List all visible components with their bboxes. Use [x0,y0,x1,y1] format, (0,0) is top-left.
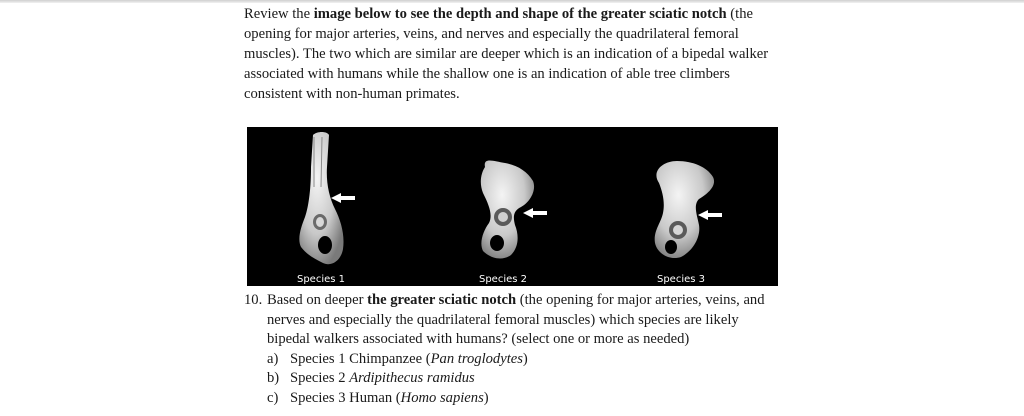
species-2-pelvis-image [481,161,534,259]
species-1-label: Species 1 [296,274,346,285]
option-c-letter: c) [267,389,279,406]
option-c-tail: ) [483,389,489,406]
option-b-label: Species 2 [290,370,350,387]
option-a-letter: a) [267,350,279,367]
option-b-text [290,369,475,389]
option-c-italic: Homo sapiens [400,389,484,406]
species-3-arrow-icon [698,210,722,220]
option-b-letter: b) [267,370,280,387]
option-a-tail: ) [522,350,528,367]
option-b[interactable] [267,369,784,389]
question-bold: the greater sciatic notch [367,292,517,308]
option-a-text [290,350,528,370]
intro-part2: (the opening for major arteries, veins, and nerves and especially the quadrilateral femoral muscles). The two which are similar are deeper which is an indication of a bipedal walker associated with humans while the shallow one is an indication of able tree climbers consistent with non-human primates. [244,6,769,102]
answer-options [267,350,784,409]
intro-paragraph-block [244,4,784,104]
question-part1: Based on deeper [267,292,368,308]
option-b-italic: Ardipithecus ramidus [349,370,475,387]
intro-bold: image below to see the depth and shape of the greater sciatic notch [313,6,727,22]
question-text [267,291,784,350]
top-scroll-edge [0,0,1024,3]
species-2-arrow-icon [523,208,547,218]
species-2-label: Species 2 [478,274,528,285]
species-1-arrow-icon [331,193,355,203]
option-a-italic: Pan troglodytes [430,350,523,367]
option-c[interactable] [267,389,784,409]
option-c-text [290,389,489,409]
intro-part1: Review the [244,6,314,22]
question-part2: (the opening for major arteries, veins, and nerves and especially the quadrilateral femoral muscles) which species are likely bipedal walkers associated with humans? (select one or more as needed) [267,292,765,348]
question-line [244,291,784,350]
question-block [244,291,784,409]
species-3-label: Species 3 [656,274,706,285]
option-a-label: Species 1 Chimpanzee ( [290,350,431,367]
intro-paragraph [244,4,784,104]
question-number: 10. [244,292,263,308]
pelvis-figure-svg [247,127,778,286]
pelvis-comparison-figure [247,127,778,286]
option-a[interactable] [267,350,784,370]
option-c-label: Species 3 Human ( [290,389,401,406]
species-3-pelvis-image [655,161,714,258]
